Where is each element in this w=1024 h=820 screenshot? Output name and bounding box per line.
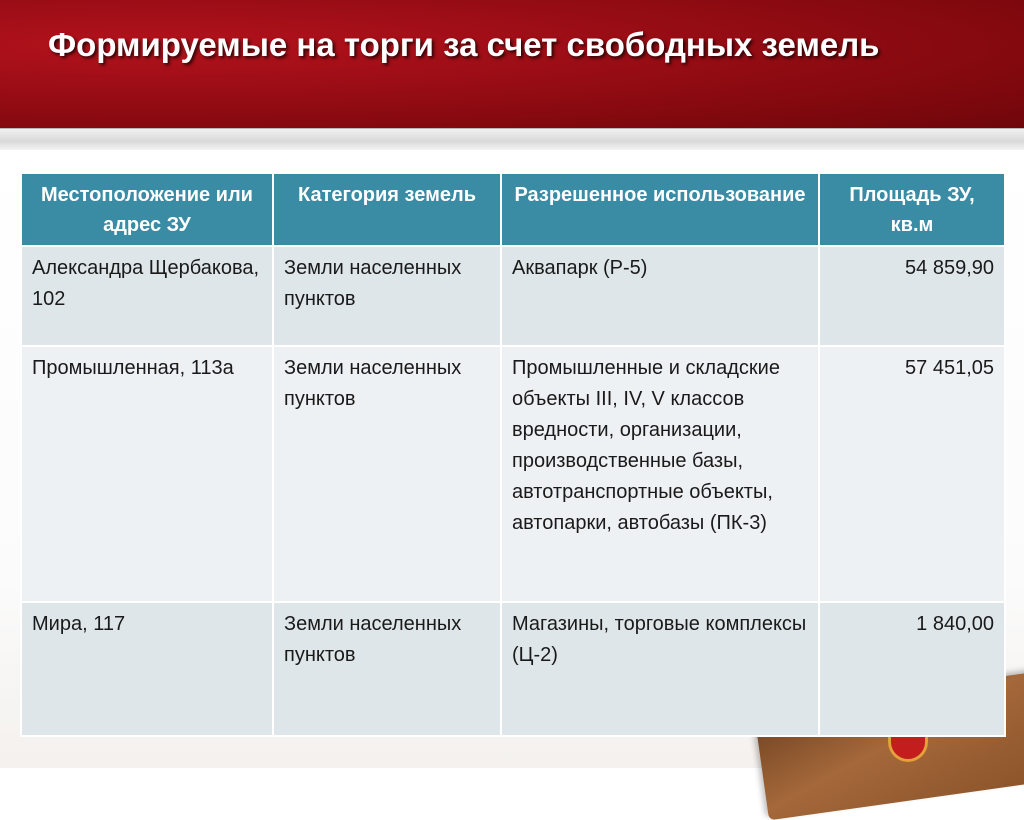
- table-row: [21, 346, 1005, 602]
- cell-use: Промышленные и складские объекты III, IV, V классов вредности, организации, производственные базы, автотранспортные объекты, автопарки, автобазы (ПК-3): [501, 346, 819, 602]
- header-category: Категория земель: [273, 173, 501, 246]
- cell-category: Земли населенных пунктов: [273, 246, 501, 346]
- cell-location: Александра Щербакова, 102: [21, 246, 273, 346]
- cell-use: Аквапарк (Р-5): [501, 246, 819, 346]
- cell-area: 54 859,90: [819, 246, 1005, 346]
- cell-location: Промышленная, 113а: [21, 346, 273, 602]
- table-header-row: [21, 173, 1005, 246]
- header-location: Местоположение или адрес ЗУ: [21, 173, 273, 246]
- slide-title: Формируемые на торги за счет свободных земель: [48, 26, 880, 63]
- header-use: Разрешенное использование: [501, 173, 819, 246]
- cell-area: 57 451,05: [819, 346, 1005, 602]
- banner-divider: [0, 128, 1024, 151]
- header-area: Площадь ЗУ, кв.м: [819, 173, 1005, 246]
- cell-category: Земли населенных пунктов: [273, 602, 501, 736]
- table-row: [21, 246, 1005, 346]
- title-banner: [0, 0, 1024, 130]
- table-row: [21, 602, 1005, 736]
- cell-location: Мира, 117: [21, 602, 273, 736]
- land-plots-table: [20, 172, 1006, 737]
- cell-area: 1 840,00: [819, 602, 1005, 736]
- cell-category: Земли населенных пунктов: [273, 346, 501, 602]
- cell-use: Магазины, торговые комплексы (Ц-2): [501, 602, 819, 736]
